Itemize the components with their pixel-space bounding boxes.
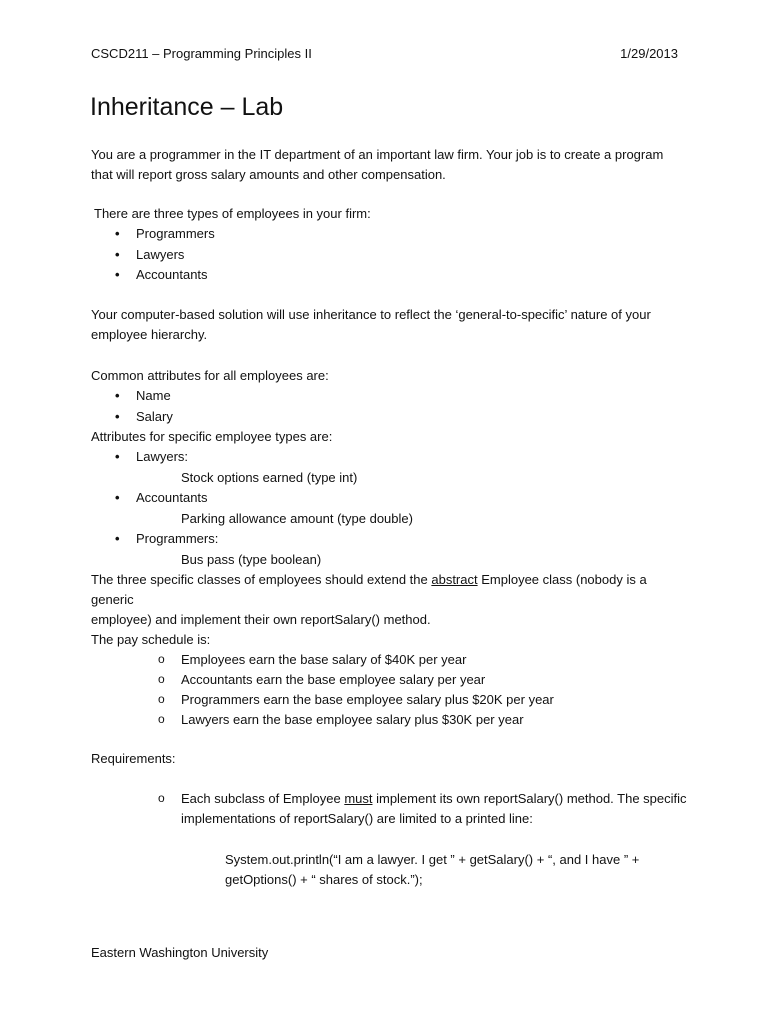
specific-detail: Parking allowance amount (type double) bbox=[181, 510, 413, 526]
specific-attributes-list-cont bbox=[91, 488, 691, 509]
common-attributes-list bbox=[91, 386, 691, 427]
specific-attributes-list bbox=[91, 447, 691, 468]
intro-line-2: that will report gross salary amounts and other compensation. bbox=[91, 167, 446, 182]
requirement-text-1: Each subclass of Employee bbox=[181, 791, 345, 806]
pay-schedule-list bbox=[91, 650, 691, 730]
employee-types-section bbox=[91, 204, 691, 286]
list-item: • Accountants bbox=[91, 488, 691, 509]
code-line-1: System.out.println(“I am a lawyer. I get ” + getSalary() + “, and I have ” + bbox=[225, 852, 640, 867]
must-emphasis: must bbox=[344, 791, 373, 806]
extend-line-1 bbox=[91, 570, 691, 610]
code-sample bbox=[225, 850, 665, 890]
list-item: • Programmers: bbox=[91, 529, 691, 550]
requirement-line-2: implementations of reportSalary() are limited to a printed line: bbox=[181, 811, 533, 826]
list-item: o Accountants earn the base employee salary per year bbox=[91, 670, 691, 690]
requirements-section bbox=[91, 789, 691, 829]
common-attributes-section bbox=[91, 366, 691, 570]
list-item: • Lawyers: bbox=[91, 447, 691, 468]
employee-types-heading: There are three types of employees in your firm: bbox=[94, 206, 371, 221]
specific-attributes-list-cont bbox=[91, 529, 691, 550]
list-item: • Lawyers bbox=[91, 245, 691, 266]
requirements-list bbox=[91, 789, 691, 809]
requirements-heading: Requirements: bbox=[91, 751, 176, 766]
intro-line-1: You are a programmer in the IT department of an important law firm. Your job is to create a program bbox=[91, 147, 664, 162]
intro-paragraph bbox=[91, 145, 691, 185]
abstract-emphasis: abstract bbox=[431, 572, 478, 587]
list-item: o Employees earn the base salary of $40K per year bbox=[91, 650, 691, 670]
course-name: CSCD211 – Programming Principles II bbox=[91, 46, 312, 61]
list-item: • Programmers bbox=[91, 224, 691, 245]
pay-schedule-heading: The pay schedule is: bbox=[91, 632, 211, 647]
extend-text-1: The three specific classes of employees should extend the bbox=[91, 572, 432, 587]
page-header bbox=[91, 46, 678, 61]
list-item: o Lawyers earn the base employee salary plus $30K per year bbox=[91, 710, 691, 730]
list-item: • Accountants bbox=[91, 265, 691, 286]
page-footer: Eastern Washington University bbox=[91, 945, 269, 960]
specific-detail: Stock options earned (type int) bbox=[181, 469, 358, 485]
requirement-text-2: implement its own reportSalary() method. The specific bbox=[372, 791, 687, 806]
specific-attributes-heading: Attributes for specific employee types are: bbox=[91, 429, 333, 444]
employee-types-list bbox=[91, 224, 691, 286]
solution-line-2: employee hierarchy. bbox=[91, 327, 208, 342]
pay-schedule-section bbox=[91, 630, 691, 730]
extend-line-2: employee) and implement their own reportSalary() method. bbox=[91, 612, 431, 627]
list-item: o Programmers earn the base employee salary plus $20K per year bbox=[91, 690, 691, 710]
common-attributes-heading: Common attributes for all employees are: bbox=[91, 368, 329, 383]
list-item: • Name bbox=[91, 386, 691, 407]
header-date: 1/29/2013 bbox=[620, 46, 678, 61]
page-title: Inheritance – Lab bbox=[90, 93, 284, 121]
solution-line-1: Your computer-based solution will use inheritance to reflect the ‘general-to-specific’ nature of your bbox=[91, 307, 651, 322]
list-item bbox=[91, 789, 691, 809]
list-item: • Salary bbox=[91, 407, 691, 428]
extend-paragraph bbox=[91, 570, 691, 630]
specific-detail: Bus pass (type boolean) bbox=[181, 551, 322, 567]
extend-text-2: Employee class (nobody is a generic bbox=[91, 572, 647, 607]
code-line-2: getOptions() + “ shares of stock.”); bbox=[225, 872, 423, 887]
solution-paragraph bbox=[91, 305, 691, 345]
